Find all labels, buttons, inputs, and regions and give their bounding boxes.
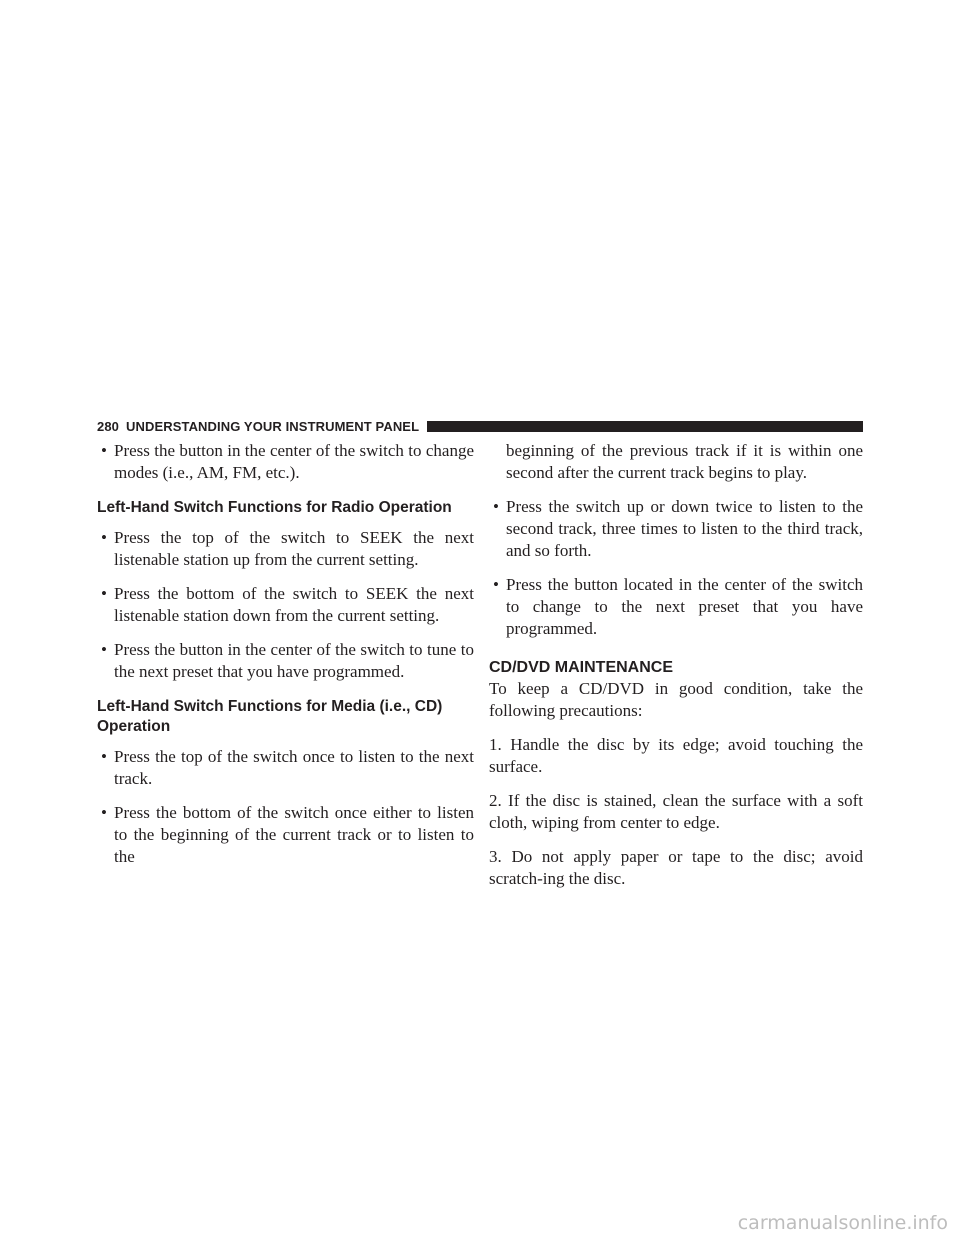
maintenance-step-2: 2. If the disc is stained, clean the surface with a soft cloth, wiping from center to edge. bbox=[489, 791, 863, 832]
heading-radio-operation: Left-Hand Switch Functions for Radio Operation bbox=[97, 499, 452, 516]
continued-text: beginning of the previous track if it is within one second after the current track begins to play. bbox=[506, 441, 863, 482]
bullet-radio-seek-up: • Press the top of the switch to SEEK the next listenable station up from the current setting. bbox=[97, 527, 474, 571]
heading-media-operation: Left-Hand Switch Functions for Media (i.e., CD) Operation bbox=[97, 698, 443, 735]
maintenance-step-3: 3. Do not apply paper or tape to the disc; avoid scratch-ing the disc. bbox=[489, 847, 863, 888]
bullet-media-preset: • Press the button located in the center of the switch to change to the next preset that you have programmed. bbox=[489, 574, 863, 640]
bullet-media-next-track: • Press the top of the switch once to listen to the next track. bbox=[97, 746, 474, 790]
bullet-skip-tracks: • Press the switch up or down twice to listen to the second track, three times to listen to the third track, and so forth. bbox=[489, 496, 863, 562]
heading-cd-dvd-maintenance: CD/DVD MAINTENANCE bbox=[489, 659, 673, 676]
section-title: UNDERSTANDING YOUR INSTRUMENT PANEL bbox=[126, 418, 420, 434]
maintenance-step-1: 1. Handle the disc by its edge; avoid touching the surface. bbox=[489, 735, 863, 776]
maintenance-intro: To keep a CD/DVD in good condition, take the following precautions: bbox=[489, 679, 863, 720]
bullet-radio-seek-down: • Press the bottom of the switch to SEEK the next listenable station down from the current setting. bbox=[97, 583, 474, 627]
bullet-radio-preset: • Press the button in the center of the switch to tune to the next preset that you have programmed. bbox=[97, 639, 474, 683]
page-number: 280 bbox=[97, 418, 119, 434]
right-column bbox=[489, 440, 863, 902]
site-watermark: carmanualsonline.info bbox=[737, 1212, 948, 1234]
left-column bbox=[97, 440, 474, 880]
bullet-media-previous-track: • Press the bottom of the switch once either to listen to the beginning of the current track or to listen to the bbox=[97, 802, 474, 868]
header-rule bbox=[427, 421, 863, 432]
bullet-change-modes: • Press the button in the center of the switch to change modes (i.e., AM, FM, etc.). bbox=[97, 440, 474, 484]
page-header bbox=[97, 418, 863, 434]
